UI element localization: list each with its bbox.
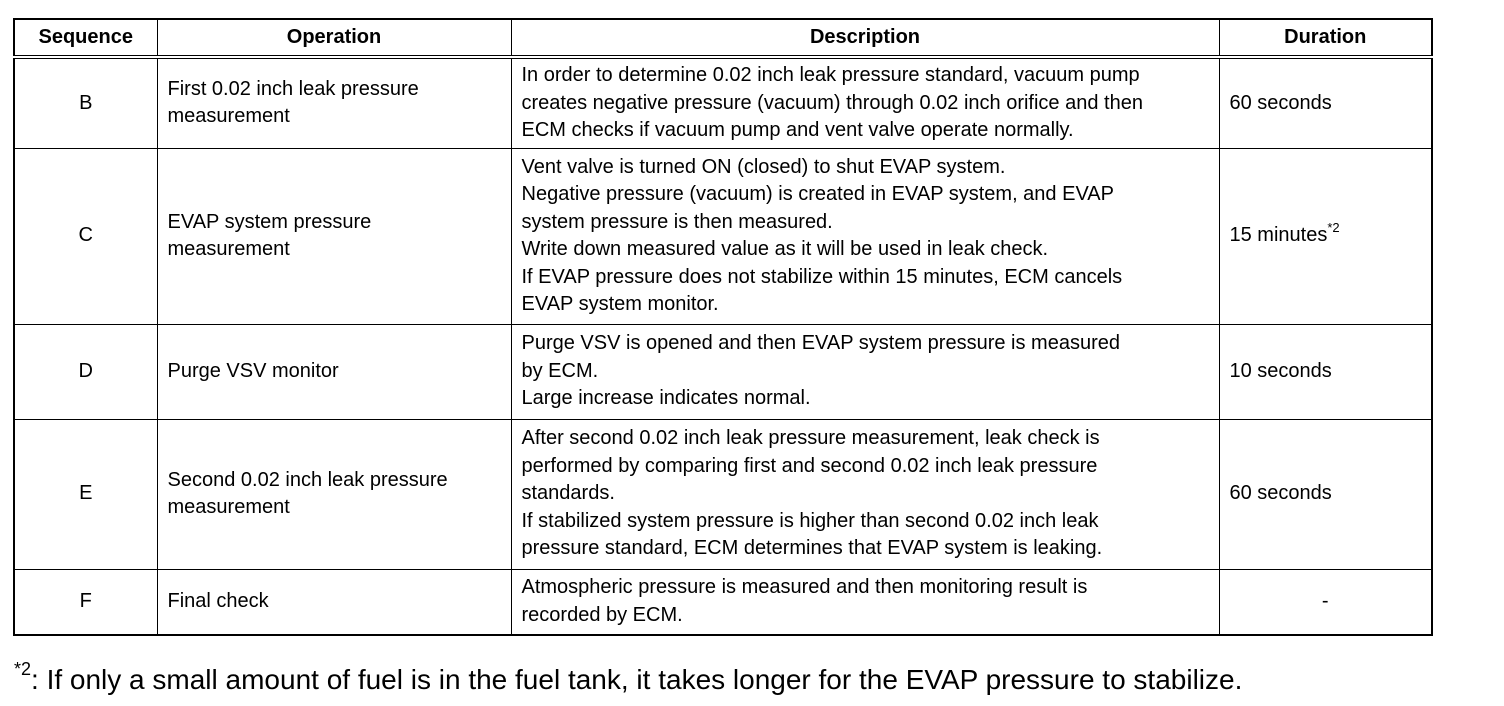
sequence-cell: C	[14, 148, 157, 324]
duration-cell: -	[1219, 569, 1432, 635]
description-cell	[511, 324, 1219, 419]
description-line: recorded by ECM.	[521, 603, 683, 626]
table-row	[14, 148, 1432, 324]
duration-cell	[1219, 148, 1432, 324]
operation-cell	[157, 569, 511, 635]
operation-line: Purge VSV monitor	[167, 359, 339, 382]
header-description: Description	[511, 19, 1219, 57]
operation-cell	[157, 324, 511, 419]
operation-cell	[157, 148, 511, 324]
footnote	[14, 660, 1242, 700]
sequence-cell: F	[14, 569, 157, 635]
header-duration: Duration	[1219, 19, 1432, 57]
duration-cell: 60 seconds	[1219, 57, 1432, 148]
description-line: EVAP system monitor.	[521, 293, 719, 315]
operation-line: Final check	[167, 590, 269, 612]
description-line: Large increase indicates normal.	[521, 387, 811, 410]
table-body	[14, 57, 1432, 635]
sequence-cell: D	[14, 324, 157, 419]
description-line: If EVAP pressure does not stabilize within 15 minutes, ECM cancels	[521, 265, 1123, 288]
description-cell	[511, 569, 1219, 635]
operation-cell	[157, 57, 511, 148]
description-line: performed by comparing first and second 0.02 inch leak pressure	[521, 454, 1098, 477]
footnote-marker: *2	[14, 658, 32, 679]
table-header	[14, 19, 1432, 57]
description-line: After second 0.02 inch leak pressure measurement, leak check is	[521, 427, 1100, 450]
description-cell	[511, 57, 1219, 148]
table-row	[14, 569, 1432, 635]
description-line: Negative pressure (vacuum) is created in EVAP system, and EVAP	[521, 183, 1114, 205]
sequence-cell: B	[14, 57, 157, 148]
description-line: Atmospheric pressure is measured and then monitoring result is	[521, 576, 1088, 599]
header-sequence: Sequence	[14, 19, 157, 57]
description-line: ECM checks if vacuum pump and vent valve operate normally.	[521, 119, 1074, 141]
description-line: pressure standard, ECM determines that EVAP system is leaking.	[521, 537, 1103, 560]
evap-monitor-sequence-table	[13, 18, 1433, 636]
table-row	[14, 324, 1432, 419]
description-cell	[511, 419, 1219, 569]
footnote-text: : If only a small amount of fuel is in the fuel tank, it takes longer for the EVAP pressure to stabilize.	[31, 664, 1243, 695]
operation-line: measurement	[167, 105, 290, 128]
description-cell	[511, 148, 1219, 324]
description-line: If stabilized system pressure is higher than second 0.02 inch leak	[521, 509, 1099, 532]
description-line: by ECM.	[521, 359, 599, 382]
description-line: Vent valve is turned ON (closed) to shut EVAP system.	[521, 155, 1006, 178]
operation-line: measurement	[167, 496, 290, 518]
header-operation: Operation	[157, 19, 511, 57]
table-row	[14, 419, 1432, 569]
description-line: creates negative pressure (vacuum) through 0.02 inch orifice and then	[521, 91, 1143, 114]
duration-cell: 10 seconds	[1219, 324, 1432, 419]
duration-cell: 60 seconds	[1219, 419, 1432, 569]
table-row	[14, 57, 1432, 148]
duration-value: 15 minutes	[1229, 224, 1328, 247]
operation-cell	[157, 419, 511, 569]
description-line: system pressure is then measured.	[521, 210, 833, 233]
operation-line: measurement	[167, 238, 290, 260]
description-line: In order to determine 0.02 inch leak pressure standard, vacuum pump	[521, 64, 1140, 86]
operation-line: EVAP system pressure	[167, 210, 372, 233]
description-line: Write down measured value as it will be used in leak check.	[521, 238, 1049, 260]
footnote-reference: *2	[1327, 219, 1340, 235]
operation-line: Second 0.02 inch leak pressure	[167, 468, 448, 491]
sequence-cell: E	[14, 419, 157, 569]
header-row	[14, 19, 1432, 57]
description-line: standards.	[521, 482, 615, 505]
operation-line: First 0.02 inch leak pressure	[167, 77, 419, 100]
description-line: Purge VSV is opened and then EVAP system pressure is measured	[521, 332, 1120, 355]
